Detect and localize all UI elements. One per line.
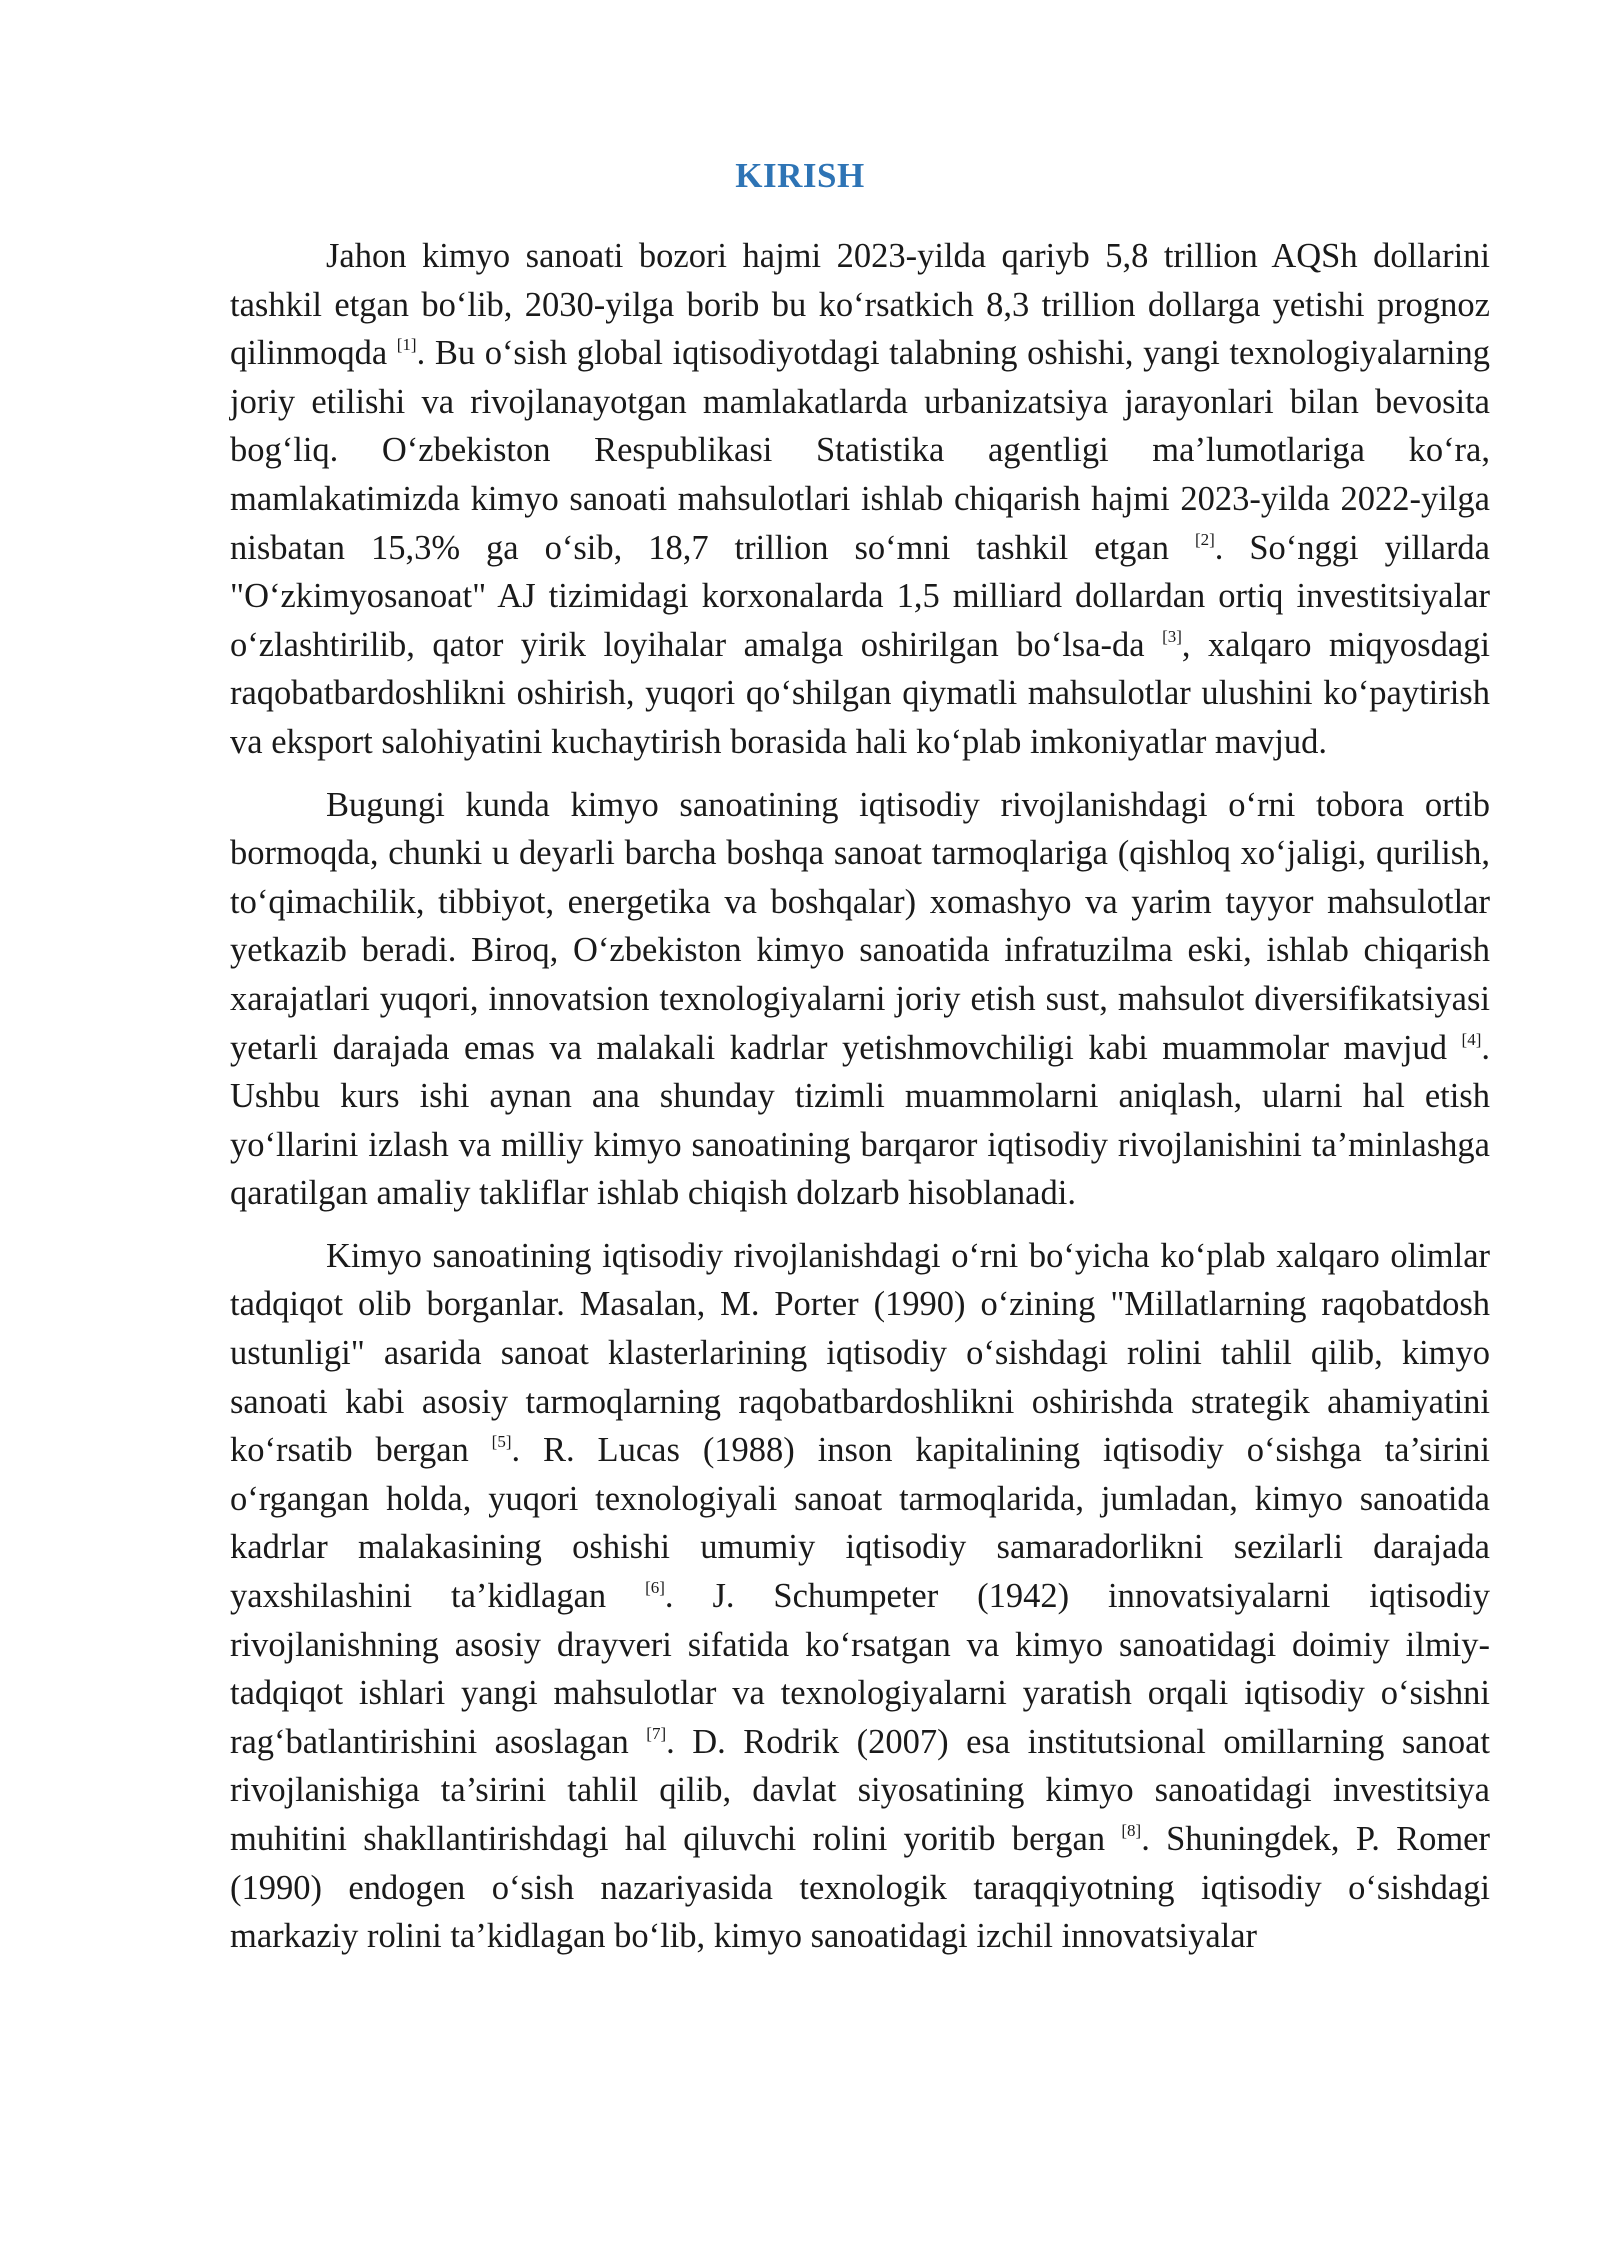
- paragraph-text: . J. Schumpeter (1942) innovatsiyalarni iqtisodiy rivojlanishning asosiy drayveri sifatida ko‘rsatgan va kimyo sanoatidagi doimiy ilmiy-tadqiqot ishlari yangi mahsulotlar va texnologiyalarni yaratish orqali iqtisodiy o‘sishni rag‘batlantirishini asoslagan: [230, 1577, 1490, 1761]
- citation-ref: [1]: [396, 335, 417, 355]
- document-body: [230, 232, 1490, 1975]
- paragraph-text: . Shuningdek, P. Romer (1990) endogen o‘sish nazariyasida texnologik taraqqiyotning iqtisodiy o‘sishdagi markaziy rolini ta’kidlagan bo‘lib, kimyo sanoatidagi izchil innovatsiyalar: [230, 1820, 1490, 1956]
- paragraph-text: . Ushbu kurs ishi aynan ana shunday tizimli muammolarni aniqlash, ularni hal etish yo‘llarini izlash va milliy kimyo sanoatining barqaror iqtisodiy rivojlanishini ta’minlashga qaratilgan amaliy takliflar ishlab chiqish dolzarb hisoblanadi.: [230, 1028, 1490, 1213]
- paragraph-text: Jahon kimyo sanoati bozori hajmi 2023-yilda qariyb 5,8 trillion AQSh dollarini tashkil etgan bo‘lib, 2030-yilga borib bu ko‘rsatkich 8,3 trillion dollarga yetishi prognoz qilinmoqda: [230, 237, 1490, 373]
- citation-ref: [2]: [1194, 529, 1215, 549]
- paragraph-text: . R. Lucas (1988) inson kapitalining iqtisodiy o‘sishga ta’sirini o‘rgangan holda, yuqori texnologiyali sanoat tarmoqlarida, jumladan, kimyo sanoatida kadrlar malakasining oshishi umumiy iqtisodiy samaradorlikni sezilarli darajada yaxshilashini ta’kidlagan: [230, 1431, 1490, 1616]
- paragraph-2: [230, 781, 1490, 1218]
- paragraph-text: , xalqaro miqyosdagi raqobatbardoshlikni oshirish, yuqori qo‘shilgan qiymatli mahsulotlar ulushini ko‘paytirish va eksport salohiyatini kuchaytirish borasida hali ko‘plab imkoniyatlar mavjud.: [230, 625, 1490, 761]
- citation-ref: [5]: [491, 1432, 512, 1452]
- section-heading: KIRISH: [735, 156, 865, 195]
- citation-ref: [3]: [1162, 626, 1182, 646]
- paragraph-text: . So‘nggi yillarda "O‘zkimyosanoat" AJ tizimidagi korxonalarda 1,5 milliard dollardan ortiq investitsiyalar o‘zlashtirilib, qator yirik loyihalar amalga oshirilgan bo‘lsa-da: [230, 528, 1490, 664]
- citation-ref: [8]: [1121, 1821, 1142, 1840]
- paragraph-text: . D. Rodrik (2007) esa institutsional omillarning sanoat rivojlanishiga ta’sirini tahlil qilib, davlat siyosatining kimyo sanoatidagi investitsiya muhitini shakllantirishdagi hal qiluvchi rolini yoritib bergan: [230, 1722, 1490, 1858]
- citation-ref: [7]: [646, 1723, 667, 1743]
- citation-ref: [6]: [645, 1578, 665, 1598]
- paragraph-text: Kimyo sanoatining iqtisodiy rivojlanishdagi o‘rni bo‘yicha ko‘plab xalqaro olimlar tadqiqot olib borganlar. Masalan, M. Porter (1990) o‘zining "Millatlarning raqobatdosh ustunligi" asarida sanoat klasterlarining iqtisodiy o‘sishdagi rolini tahlil qilib, kimyo sanoati kabi asosiy tarmoqlarning raqobatbardoshlikni oshirishda strategik ahamiyatini ko‘rsatib bergan: [230, 1236, 1490, 1470]
- citation-ref: [4]: [1461, 1029, 1482, 1049]
- paragraph-1: [230, 232, 1490, 767]
- paragraph-text: . Bu o‘sish global iqtisodiyotdagi talabning oshishi, yangi texnologiyalarning joriy etilishi va rivojlanayotgan mamlakatlarda urbanizatsiya jarayonlari bilan bevosita bog‘liq. O‘zbekiston Respublikasi Statistika agentligi ma’lumotlariga ko‘ra, mamlakatimizda kimyo sanoati mahsulotlari ishlab chiqarish hajmi 2023-yilda 2022-yilga nisbatan 15,3% ga o‘sib, 18,7 trillion so‘mni tashkil etgan: [230, 334, 1491, 567]
- paragraph-3: [230, 1232, 1490, 1961]
- paragraph-text: Bugungi kunda kimyo sanoatining iqtisodiy rivojlanishdagi o‘rni tobora ortib bormoqda, chunki u deyarli barcha boshqa sanoat tarmoqlariga (qishloq xo‘jaligi, qurilish, to‘qimachilik, tibbiyot, energetika va boshqalar) xomashyo va yarim tayyor mahsulotlar yetkazib beradi. Biroq, O‘zbekiston kimyo sanoatida infratuzilma eski, ishlab chiqarish xarajatlari yuqori, innovatsion texnologiyalarni joriy etish sust, mahsulot diversifikatsiyasi yetarli darajada emas va malakali kadrlar yetishmovchiligi kabi muammolar mavjud: [230, 785, 1490, 1067]
